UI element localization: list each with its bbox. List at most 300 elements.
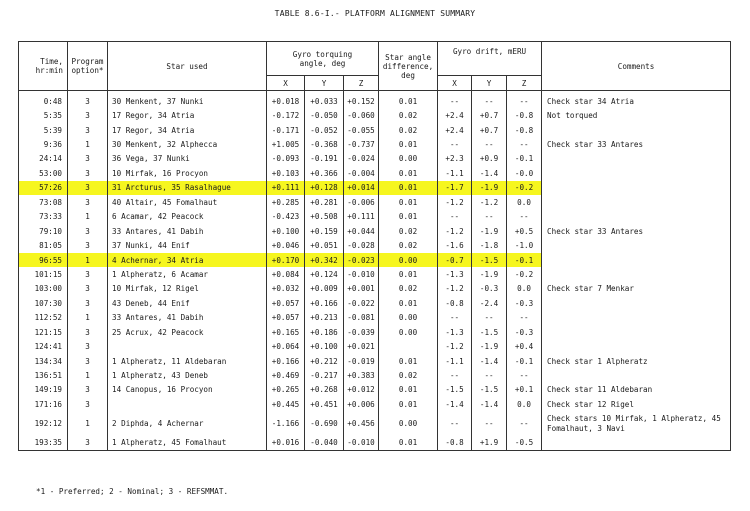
cell-torque-y: +0.124 (305, 267, 344, 281)
cell-drift-x: -1.5 (438, 383, 472, 397)
cell-comments (542, 436, 731, 451)
table-row (19, 137, 731, 151)
cell-comments: Check stars 10 Mirfak, 1 Alpheratz, 45 Fomalhaut, 3 Navi (542, 412, 731, 436)
cell-star-angle-difference: 0.02 (379, 224, 438, 238)
cell-time: 81:05 (19, 238, 68, 252)
header-drift-z: Z (507, 76, 542, 91)
cell-torque-x: +0.285 (267, 195, 305, 209)
cell-drift-y: -- (472, 368, 507, 382)
cell-comments (542, 152, 731, 166)
table-row (19, 166, 731, 180)
cell-star-angle-difference: 0.02 (379, 123, 438, 137)
header-star-used: Star used (108, 42, 267, 91)
cell-torque-y: -0.217 (305, 368, 344, 382)
cell-star-angle-difference: 0.01 (379, 210, 438, 224)
cell-star-used (108, 339, 267, 353)
cell-drift-z: -0.1 (507, 152, 542, 166)
cell-star-used: 17 Regor, 34 Atria (108, 108, 267, 122)
cell-torque-y: +0.033 (305, 91, 344, 109)
cell-drift-x: -1.2 (438, 224, 472, 238)
cell-drift-x: -- (438, 91, 472, 109)
header-torque-x: X (267, 76, 305, 91)
cell-comments (542, 123, 731, 137)
cell-program-option: 3 (68, 354, 108, 368)
table-row-highlighted (19, 253, 731, 267)
header-time: Time, hr:min (19, 42, 68, 91)
cell-time: 101:15 (19, 267, 68, 281)
cell-torque-z: -0.060 (344, 108, 379, 122)
cell-star-used: 17 Regor, 34 Atria (108, 123, 267, 137)
cell-torque-y: +0.213 (305, 311, 344, 325)
cell-torque-y: +0.166 (305, 296, 344, 310)
cell-star-angle-difference: 0.01 (379, 166, 438, 180)
cell-star-used: 25 Acrux, 42 Peacock (108, 325, 267, 339)
cell-torque-y: -0.690 (305, 412, 344, 436)
cell-torque-x: +0.084 (267, 267, 305, 281)
cell-comments: Check star 7 Menkar (542, 282, 731, 296)
cell-drift-y: -- (472, 311, 507, 325)
cell-comments (542, 195, 731, 209)
cell-torque-z: +0.014 (344, 181, 379, 195)
cell-drift-y: +0.7 (472, 123, 507, 137)
header-torque-z: Z (344, 76, 379, 91)
cell-time: 24:14 (19, 152, 68, 166)
cell-star-used: 1 Alpheratz, 11 Aldebaran (108, 354, 267, 368)
cell-program-option: 3 (68, 296, 108, 310)
cell-program-option: 1 (68, 137, 108, 151)
cell-torque-z: +0.383 (344, 368, 379, 382)
cell-star-used: 30 Menkent, 37 Nunki (108, 91, 267, 109)
cell-torque-x: +0.170 (267, 253, 305, 267)
cell-program-option: 3 (68, 383, 108, 397)
cell-torque-y: +0.281 (305, 195, 344, 209)
cell-torque-z: -0.024 (344, 152, 379, 166)
cell-torque-z: -0.737 (344, 137, 379, 151)
cell-star-angle-difference: 0.01 (379, 91, 438, 109)
cell-time: 149:19 (19, 383, 68, 397)
cell-comments (542, 311, 731, 325)
cell-star-used: 33 Antares, 41 Dabih (108, 224, 267, 238)
cell-program-option: 1 (68, 311, 108, 325)
cell-torque-x: +0.057 (267, 296, 305, 310)
cell-star-used: 43 Deneb, 44 Enif (108, 296, 267, 310)
cell-drift-x: -1.4 (438, 397, 472, 411)
cell-program-option: 3 (68, 397, 108, 411)
cell-torque-x: +0.166 (267, 354, 305, 368)
cell-star-used: 40 Altair, 45 Fomalhaut (108, 195, 267, 209)
cell-torque-z: +0.001 (344, 282, 379, 296)
header-comments: Comments (542, 42, 731, 91)
cell-drift-x: -1.2 (438, 195, 472, 209)
cell-drift-z: 0.0 (507, 282, 542, 296)
cell-drift-x: -- (438, 210, 472, 224)
cell-torque-x: +0.445 (267, 397, 305, 411)
cell-torque-x: -0.171 (267, 123, 305, 137)
cell-drift-y: -1.2 (472, 195, 507, 209)
cell-time: 192:12 (19, 412, 68, 436)
cell-drift-z: +0.5 (507, 224, 542, 238)
cell-drift-z: -- (507, 91, 542, 109)
cell-star-used: 1 Alpheratz, 45 Fomalhaut (108, 436, 267, 451)
cell-drift-z: -0.3 (507, 296, 542, 310)
cell-torque-z: +0.152 (344, 91, 379, 109)
cell-drift-z: -- (507, 412, 542, 436)
cell-star-angle-difference: 0.00 (379, 412, 438, 436)
cell-drift-z: -0.1 (507, 253, 542, 267)
cell-program-option: 3 (68, 123, 108, 137)
cell-torque-y: +0.366 (305, 166, 344, 180)
cell-torque-x: +0.064 (267, 339, 305, 353)
table-row (19, 210, 731, 224)
cell-time: 53:00 (19, 166, 68, 180)
cell-drift-x: -- (438, 368, 472, 382)
cell-drift-x: -0.7 (438, 253, 472, 267)
cell-torque-z: -0.039 (344, 325, 379, 339)
cell-star-angle-difference: 0.01 (379, 383, 438, 397)
cell-torque-y: +0.186 (305, 325, 344, 339)
cell-drift-y: -1.9 (472, 267, 507, 281)
cell-program-option: 3 (68, 436, 108, 451)
cell-torque-x: -0.423 (267, 210, 305, 224)
cell-time: 136:51 (19, 368, 68, 382)
cell-star-used: 14 Canopus, 16 Procyon (108, 383, 267, 397)
cell-drift-x: -1.2 (438, 282, 472, 296)
cell-comments (542, 368, 731, 382)
cell-drift-x: -1.7 (438, 181, 472, 195)
cell-torque-y: +0.100 (305, 339, 344, 353)
table-row (19, 152, 731, 166)
cell-torque-z: -0.004 (344, 166, 379, 180)
cell-comments (542, 325, 731, 339)
cell-star-used: 1 Alpheratz, 43 Deneb (108, 368, 267, 382)
cell-drift-x: -1.2 (438, 339, 472, 353)
cell-torque-x: +0.018 (267, 91, 305, 109)
cell-drift-z: -0.1 (507, 354, 542, 368)
cell-comments (542, 210, 731, 224)
cell-star-used: 2 Diphda, 4 Achernar (108, 412, 267, 436)
cell-drift-x: -1.6 (438, 238, 472, 252)
table-row (19, 339, 731, 353)
cell-program-option: 3 (68, 166, 108, 180)
cell-torque-x: -1.166 (267, 412, 305, 436)
cell-comments (542, 339, 731, 353)
table-row (19, 383, 731, 397)
cell-star-angle-difference: 0.00 (379, 152, 438, 166)
cell-time: 134:34 (19, 354, 68, 368)
cell-drift-y: -0.3 (472, 282, 507, 296)
cell-torque-z: +0.021 (344, 339, 379, 353)
cell-time: 73:33 (19, 210, 68, 224)
cell-drift-x: -0.8 (438, 296, 472, 310)
cell-time: 121:15 (19, 325, 68, 339)
cell-drift-z: -0.5 (507, 436, 542, 451)
cell-torque-y: +0.159 (305, 224, 344, 238)
cell-torque-y: -0.050 (305, 108, 344, 122)
cell-star-angle-difference: 0.01 (379, 181, 438, 195)
cell-program-option: 3 (68, 282, 108, 296)
cell-torque-x: -0.172 (267, 108, 305, 122)
table-body (19, 91, 731, 451)
cell-star-angle-difference: 0.02 (379, 282, 438, 296)
header-gyro-drift: Gyro drift, mERU (438, 42, 542, 76)
cell-program-option: 3 (68, 339, 108, 353)
cell-torque-y: +0.451 (305, 397, 344, 411)
cell-torque-z: -0.081 (344, 311, 379, 325)
cell-torque-y: -0.368 (305, 137, 344, 151)
cell-torque-x: +0.046 (267, 238, 305, 252)
cell-drift-z: +0.1 (507, 383, 542, 397)
cell-star-angle-difference: 0.02 (379, 108, 438, 122)
cell-drift-z: -0.0 (507, 166, 542, 180)
cell-torque-y: -0.052 (305, 123, 344, 137)
cell-comments: Check star 11 Aldebaran (542, 383, 731, 397)
cell-comments (542, 267, 731, 281)
cell-star-angle-difference: 0.02 (379, 238, 438, 252)
cell-time: 79:10 (19, 224, 68, 238)
cell-program-option: 3 (68, 224, 108, 238)
table-row (19, 282, 731, 296)
cell-time: 96:55 (19, 253, 68, 267)
cell-torque-x: +0.111 (267, 181, 305, 195)
cell-drift-z: -0.3 (507, 325, 542, 339)
cell-drift-x: +2.4 (438, 123, 472, 137)
cell-program-option: 1 (68, 368, 108, 382)
cell-torque-x: +0.100 (267, 224, 305, 238)
cell-time: 107:30 (19, 296, 68, 310)
cell-drift-y: +0.9 (472, 152, 507, 166)
cell-time: 5:35 (19, 108, 68, 122)
cell-star-angle-difference: 0.01 (379, 137, 438, 151)
cell-time: 193:35 (19, 436, 68, 451)
cell-drift-z: 0.0 (507, 397, 542, 411)
cell-drift-x: -1.3 (438, 267, 472, 281)
cell-comments (542, 181, 731, 195)
header-drift-y: Y (472, 76, 507, 91)
cell-drift-x: -1.3 (438, 325, 472, 339)
cell-time: 57:26 (19, 181, 68, 195)
cell-drift-y: -1.4 (472, 166, 507, 180)
cell-torque-x: +0.469 (267, 368, 305, 382)
header-torque-y: Y (305, 76, 344, 91)
cell-drift-z: -0.2 (507, 181, 542, 195)
cell-star-used: 4 Achernar, 34 Atria (108, 253, 267, 267)
cell-comments: Check star 1 Alpheratz (542, 354, 731, 368)
cell-drift-y: -1.5 (472, 383, 507, 397)
cell-star-used: 30 Menkent, 32 Alphecca (108, 137, 267, 151)
cell-comments (542, 238, 731, 252)
cell-torque-z: -0.010 (344, 267, 379, 281)
cell-comments (542, 166, 731, 180)
cell-time: 5:39 (19, 123, 68, 137)
cell-drift-x: -- (438, 137, 472, 151)
cell-torque-y: -0.191 (305, 152, 344, 166)
table-row (19, 412, 731, 436)
table-row (19, 91, 731, 109)
cell-drift-y: -1.9 (472, 224, 507, 238)
cell-program-option: 3 (68, 267, 108, 281)
cell-torque-x: +0.016 (267, 436, 305, 451)
cell-torque-y: +0.342 (305, 253, 344, 267)
cell-time: 73:08 (19, 195, 68, 209)
platform-alignment-table (18, 41, 731, 451)
cell-torque-z: -0.055 (344, 123, 379, 137)
cell-star-angle-difference: 0.01 (379, 436, 438, 451)
cell-torque-z: +0.044 (344, 224, 379, 238)
footnote: *1 - Preferred; 2 - Nominal; 3 - REFSMMAT. (36, 487, 229, 496)
table-row (19, 108, 731, 122)
cell-program-option: 3 (68, 325, 108, 339)
table-row (19, 238, 731, 252)
cell-star-angle-difference: 0.00 (379, 325, 438, 339)
cell-torque-y: +0.009 (305, 282, 344, 296)
cell-torque-z: +0.006 (344, 397, 379, 411)
cell-star-angle-difference: 0.01 (379, 296, 438, 310)
cell-torque-z: -0.023 (344, 253, 379, 267)
cell-drift-z: -1.0 (507, 238, 542, 252)
cell-program-option: 1 (68, 210, 108, 224)
header-star-angle-difference: Star angle difference, deg (379, 42, 438, 91)
cell-time: 0:48 (19, 91, 68, 109)
cell-drift-x: +2.3 (438, 152, 472, 166)
cell-program-option: 1 (68, 412, 108, 436)
cell-star-used: 36 Vega, 37 Nunki (108, 152, 267, 166)
cell-star-angle-difference: 0.00 (379, 253, 438, 267)
cell-torque-z: -0.022 (344, 296, 379, 310)
cell-drift-x: +2.4 (438, 108, 472, 122)
cell-torque-x: +1.005 (267, 137, 305, 151)
cell-comments (542, 253, 731, 267)
cell-star-used: 33 Antares, 41 Dabih (108, 311, 267, 325)
header-drift-x: X (438, 76, 472, 91)
cell-torque-z: +0.456 (344, 412, 379, 436)
cell-program-option: 3 (68, 91, 108, 109)
cell-drift-y: -1.4 (472, 354, 507, 368)
cell-time: 124:41 (19, 339, 68, 353)
cell-drift-z: +0.4 (507, 339, 542, 353)
cell-star-angle-difference: 0.00 (379, 311, 438, 325)
cell-star-used: 37 Nunki, 44 Enif (108, 238, 267, 252)
cell-torque-x: +0.265 (267, 383, 305, 397)
cell-star-used: 10 Mirfak, 12 Rigel (108, 282, 267, 296)
cell-torque-z: +0.111 (344, 210, 379, 224)
cell-drift-y: +1.9 (472, 436, 507, 451)
cell-drift-z: -- (507, 368, 542, 382)
cell-program-option: 1 (68, 253, 108, 267)
cell-comments: Not torqued (542, 108, 731, 122)
table-row (19, 224, 731, 238)
table-row (19, 267, 731, 281)
cell-star-used (108, 397, 267, 411)
cell-comments: Check star 33 Antares (542, 137, 731, 151)
cell-comments: Check star 34 Atria (542, 91, 731, 109)
cell-star-angle-difference: 0.02 (379, 368, 438, 382)
header-program-option: Program option* (68, 42, 108, 91)
header-gyro-torquing-angle: Gyro torquing angle, deg (267, 42, 379, 76)
table-row (19, 325, 731, 339)
table-row (19, 123, 731, 137)
table-row (19, 397, 731, 411)
cell-drift-y: -- (472, 91, 507, 109)
cell-drift-y: -1.9 (472, 339, 507, 353)
table-row-highlighted (19, 181, 731, 195)
cell-star-used: 31 Arcturus, 35 Rasalhague (108, 181, 267, 195)
cell-star-angle-difference: 0.01 (379, 195, 438, 209)
cell-drift-y: +0.7 (472, 108, 507, 122)
cell-torque-x: +0.103 (267, 166, 305, 180)
cell-torque-z: -0.028 (344, 238, 379, 252)
cell-drift-x: -0.8 (438, 436, 472, 451)
cell-drift-y: -1.4 (472, 397, 507, 411)
cell-program-option: 3 (68, 181, 108, 195)
cell-torque-y: +0.212 (305, 354, 344, 368)
cell-torque-x: -0.093 (267, 152, 305, 166)
cell-drift-y: -1.8 (472, 238, 507, 252)
cell-drift-z: -- (507, 137, 542, 151)
cell-program-option: 3 (68, 108, 108, 122)
cell-comments: Check star 12 Rigel (542, 397, 731, 411)
cell-torque-y: -0.040 (305, 436, 344, 451)
cell-program-option: 3 (68, 238, 108, 252)
cell-comments: Check star 33 Antares (542, 224, 731, 238)
cell-drift-z: 0.0 (507, 195, 542, 209)
cell-torque-x: +0.032 (267, 282, 305, 296)
table-row (19, 195, 731, 209)
cell-torque-x: +0.057 (267, 311, 305, 325)
cell-star-used: 10 Mirfak, 16 Procyon (108, 166, 267, 180)
cell-drift-y: -2.4 (472, 296, 507, 310)
cell-star-angle-difference (379, 339, 438, 353)
cell-drift-x: -- (438, 311, 472, 325)
cell-star-angle-difference: 0.01 (379, 397, 438, 411)
cell-drift-y: -1.5 (472, 253, 507, 267)
table-title: TABLE 8.6-I.- PLATFORM ALIGNMENT SUMMARY (274, 9, 476, 18)
cell-torque-z: -0.006 (344, 195, 379, 209)
cell-drift-y: -- (472, 210, 507, 224)
cell-torque-y: +0.128 (305, 181, 344, 195)
cell-time: 171:16 (19, 397, 68, 411)
cell-torque-y: +0.051 (305, 238, 344, 252)
cell-star-angle-difference: 0.01 (379, 267, 438, 281)
cell-comments (542, 296, 731, 310)
cell-drift-y: -- (472, 412, 507, 436)
cell-time: 112:52 (19, 311, 68, 325)
cell-drift-y: -- (472, 137, 507, 151)
cell-time: 9:36 (19, 137, 68, 151)
cell-time: 103:00 (19, 282, 68, 296)
cell-drift-y: -1.5 (472, 325, 507, 339)
table-row (19, 368, 731, 382)
cell-torque-y: +0.508 (305, 210, 344, 224)
cell-drift-z: -- (507, 311, 542, 325)
cell-drift-z: -0.8 (507, 123, 542, 137)
cell-drift-z: -- (507, 210, 542, 224)
cell-torque-z: +0.012 (344, 383, 379, 397)
table-row (19, 354, 731, 368)
cell-program-option: 3 (68, 152, 108, 166)
cell-star-used: 6 Acamar, 42 Peacock (108, 210, 267, 224)
cell-star-angle-difference: 0.01 (379, 354, 438, 368)
table-row (19, 311, 731, 325)
cell-torque-y: +0.268 (305, 383, 344, 397)
cell-star-used: 1 Alpheratz, 6 Acamar (108, 267, 267, 281)
table-row (19, 436, 731, 451)
cell-drift-z: -0.2 (507, 267, 542, 281)
cell-drift-x: -- (438, 412, 472, 436)
cell-torque-z: -0.019 (344, 354, 379, 368)
cell-torque-x: +0.165 (267, 325, 305, 339)
cell-drift-x: -1.1 (438, 354, 472, 368)
cell-drift-z: -0.8 (507, 108, 542, 122)
